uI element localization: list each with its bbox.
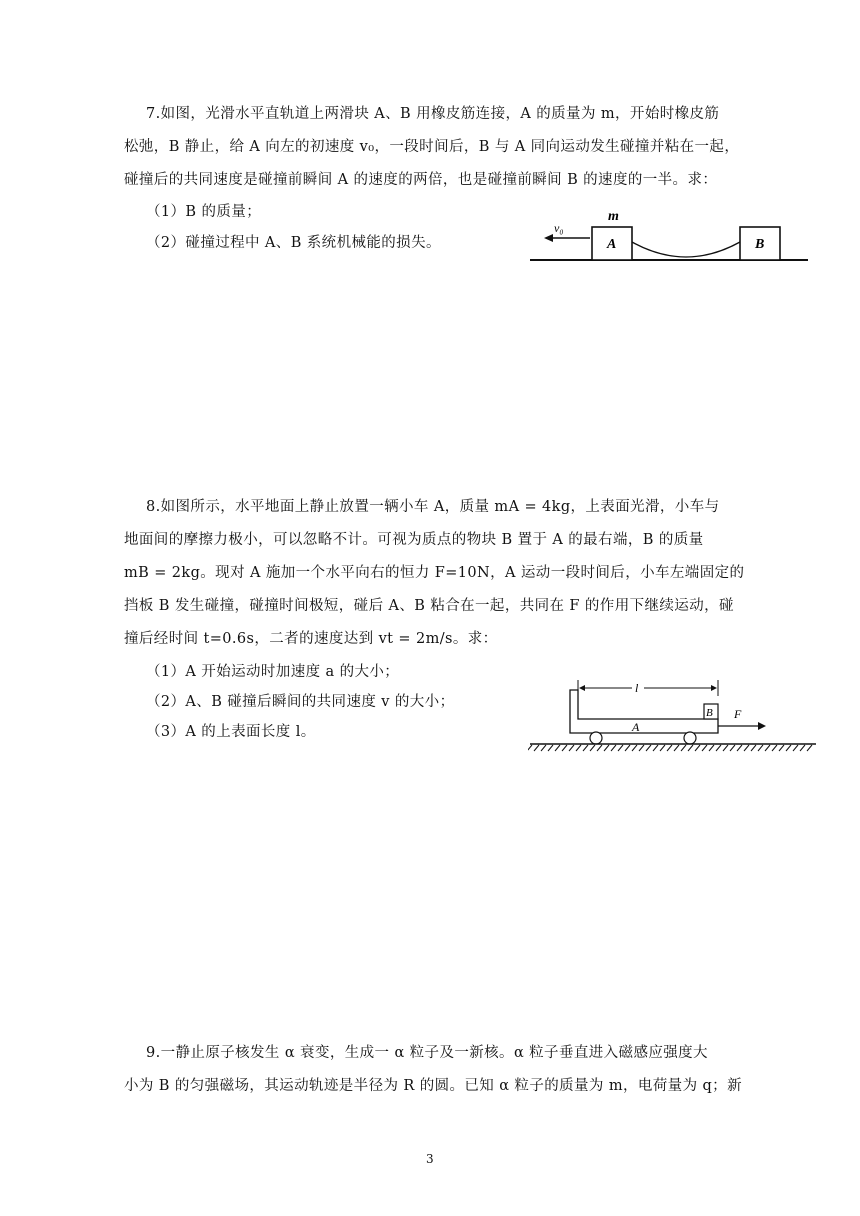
- q7-line-2: 松弛，B 静止，给 A 向左的初速度 v₀，一段时间后，B 与 A 同向运动发生碰撞并粘在一起，: [124, 139, 740, 155]
- q8-label-b: B: [706, 707, 713, 719]
- q8-wheel-left: [590, 732, 602, 744]
- q8-label-f: F: [734, 707, 742, 721]
- q8-line-5: 撞后经时间 t=0.6s，二者的速度达到 vt = 2m/s。求：: [124, 631, 498, 647]
- q7-subquestion-1: （1）B 的质量；: [146, 204, 262, 220]
- q8-line-4: 挡板 B 发生碰撞，碰撞时间极短，碰后 A、B 粘合在一起，共同在 F 的作用下继续运动，碰: [124, 598, 734, 614]
- q9-line-1: 9.一静止原子核发生 α 衰变，生成一 α 粒子及一新核。α 粒子垂直进入磁感应强度大: [146, 1045, 708, 1061]
- q7-label-v0: v₀: [554, 221, 564, 235]
- q7-label-m: m: [608, 209, 619, 224]
- q8-line-2: 地面间的摩擦力极小，可以忽略不计。可视为质点的物块 B 置于 A 的最右端，B 的质量: [124, 532, 704, 548]
- q7-arrowhead: [544, 234, 553, 242]
- q7-subquestion-2: （2）碰撞过程中 A、B 系统机械能的损失。: [146, 235, 441, 251]
- q7-label-b: B: [755, 237, 765, 252]
- q8-line-1: 8.如图所示，水平地面上静止放置一辆小车 A，质量 mA = 4kg，上表面光滑，小车与: [146, 499, 720, 515]
- q7-line-3: 碰撞后的共同速度是碰撞前瞬间 A 的速度的两倍，也是碰撞前瞬间 B 的速度的一半。求：: [124, 172, 718, 188]
- q7-figure-sliders: [528, 202, 810, 264]
- page-number: 3: [426, 1152, 434, 1166]
- q7-rubber-band: [632, 242, 740, 257]
- q7-label-a: A: [607, 237, 617, 252]
- q8-force-arrowhead: [758, 722, 766, 730]
- q8-dim-arrow-left: [579, 685, 585, 691]
- q8-cart-a: [570, 690, 718, 733]
- q8-figure-cart: [528, 674, 818, 752]
- q8-ground-hatch: [528, 745, 812, 751]
- q8-line-3: mB = 2kg。现对 A 施加一个水平向右的恒力 F=10N，A 运动一段时间后，小车左端固定的: [124, 565, 745, 581]
- q9-line-2: 小为 B 的匀强磁场，其运动轨迹是半径为 R 的圆。已知 α 粒子的质量为 m，电荷量为 q；新: [124, 1078, 742, 1094]
- q8-label-a: A: [632, 720, 640, 734]
- q8-subquestion-3: （3）A 的上表面长度 l。: [146, 724, 316, 740]
- q8-subquestion-2: （2）A、B 碰撞后瞬间的共同速度 v 的大小；: [146, 694, 455, 710]
- q8-dim-arrow-right: [711, 685, 717, 691]
- q8-label-l: l: [635, 681, 639, 695]
- q7-line-1: 7.如图，光滑水平直轨道上两滑块 A、B 用橡皮筋连接，A 的质量为 m，开始时橡皮筋: [146, 106, 720, 122]
- q8-subquestion-1: （1）A 开始运动时加速度 a 的大小；: [146, 664, 400, 680]
- q8-wheel-right: [684, 732, 696, 744]
